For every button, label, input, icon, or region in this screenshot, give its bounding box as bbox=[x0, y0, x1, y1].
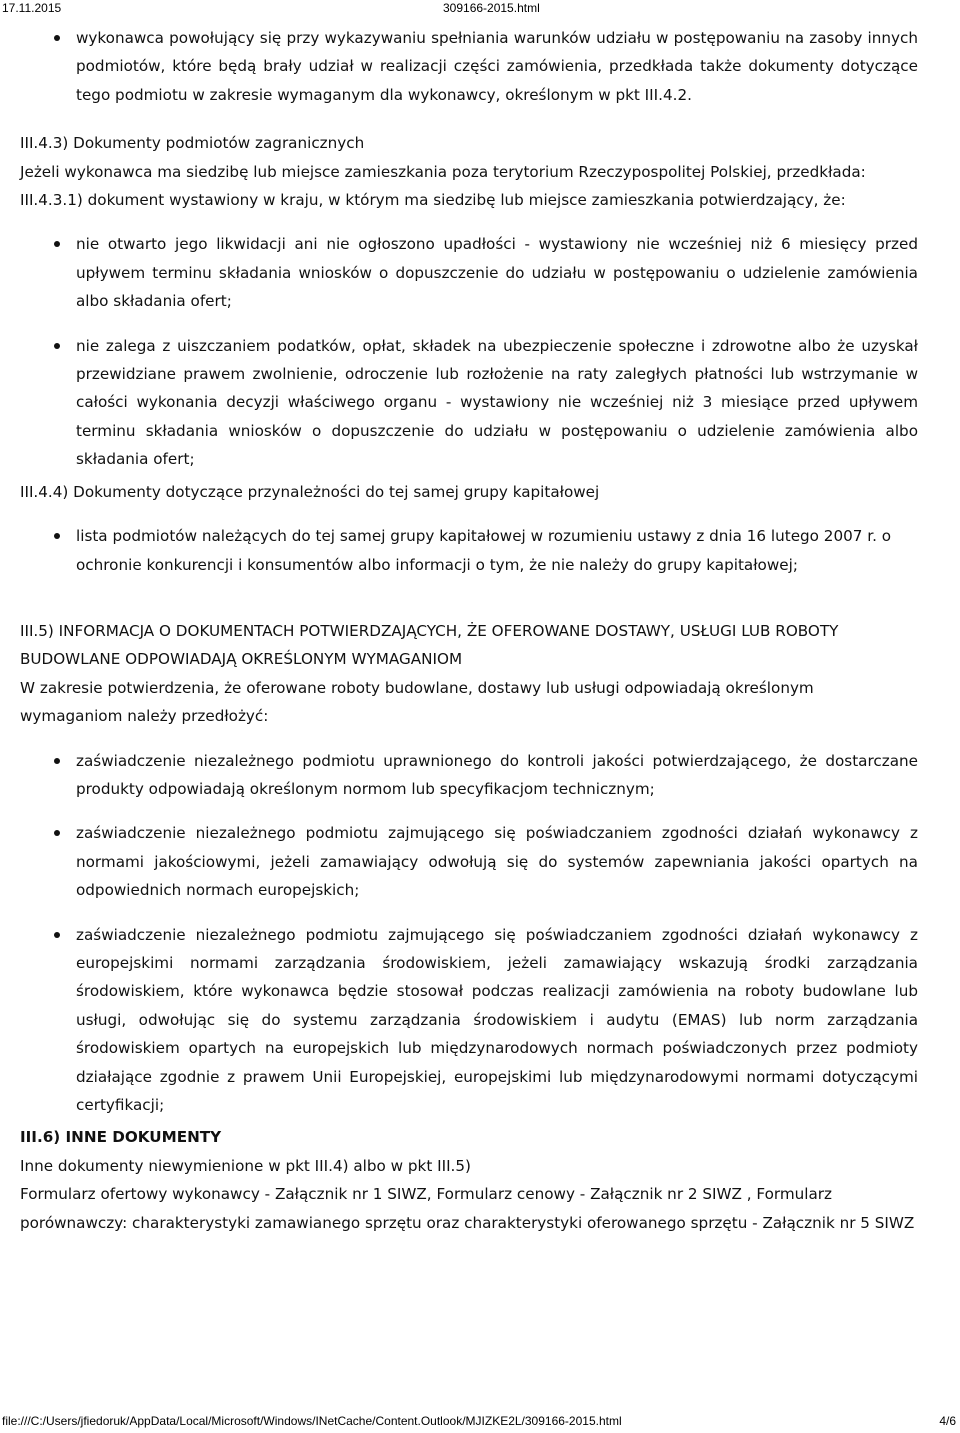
section-line: Formularz ofertowy wykonawcy - Załącznik nr 1 SIWZ, Formularz cenowy - Załącznik nr 2 SIWZ , Formularz porównawczy: charakterystyki zamawianego sprzętu oraz charakterystyki oferowanego sprzętu - Załącznik nr 5 SIWZ bbox=[20, 1185, 915, 1232]
print-title: 309166-2015.html bbox=[443, 1, 540, 15]
section-heading-3-6: III.6) INNE DOKUMENTY bbox=[20, 1128, 222, 1147]
list-item: nie zalega z uiszczaniem podatków, opłat, składek na ubezpieczenie społeczne i zdrowotne albo że uzyskał przewidziane prawem zwolnienie, odroczenie lub rozłożenie na raty zaległych płatności lub wstrzymanie w całości wykonania decyzji właściwego organu - wystawiony nie wcześniej niż 3 miesiące przed upływem terminu składania wniosków o dopuszczenie do udziału w postępowaniu o udzielenie zamówienia albo składania ofert; bbox=[20, 332, 918, 474]
conformity-documents-list bbox=[20, 747, 918, 1120]
print-header bbox=[0, 0, 960, 16]
file-path: file:///C:/Users/jfiedoruk/AppData/Local/Microsoft/Windows/INetCache/Content.Outlook/MJIZKE2L/309166-2015.html bbox=[2, 1414, 622, 1428]
print-date: 17.11.2015 bbox=[2, 1, 62, 15]
document-body bbox=[20, 24, 918, 1237]
list-item: zaświadczenie niezależnego podmiotu uprawnionego do kontroli jakości potwierdzającego, że dostarczane produkty odpowiadają określonym normom lub specyfikacjom technicznym; bbox=[20, 747, 918, 804]
list-item: lista podmiotów należących do tej samej grupy kapitałowej w rozumieniu ustawy z dnia 16 lutego 2007 r. o ochronie konkurencji i konsumentów albo informacji o tym, że nie należy do grupy kapitałowej; bbox=[20, 522, 918, 579]
list-item: nie otwarto jego likwidacji ani nie ogłoszono upadłości - wystawiony nie wcześniej niż 6 miesięcy przed upływem terminu składania wniosków o dopuszczenie do udziału w postępowaniu o udzielenie zamówienia albo składania ofert; bbox=[20, 230, 918, 315]
section-heading-3-4-3: III.4.3) Dokumenty podmiotów zagranicznych bbox=[20, 134, 365, 153]
print-footer bbox=[0, 1413, 960, 1429]
section-intro: W zakresie potwierdzenia, że oferowane roboty budowlane, dostawy lub usługi odpowiadają określonym wymaganiom należy przedłożyć: bbox=[20, 678, 814, 726]
list-item: wykonawca powołujący się przy wykazywaniu spełniania warunków udziału w postępowaniu na zasoby innych podmiotów, które będą brały udział w realizacji części zamówienia, przedkłada także dokumenty dotyczące tego podmiotu w zakresie wymaganym dla wykonawcy, określonym w pkt III.4.2. bbox=[20, 24, 918, 109]
capital-group-list bbox=[20, 522, 918, 579]
list-item: zaświadczenie niezależnego podmiotu zajmującego się poświadczaniem zgodności działań wykonawcy z normami jakościowymi, jeżeli zamawiający odwołują się do systemów zapewniania jakości opartych na odpowiednich normach europejskich; bbox=[20, 819, 918, 904]
subsection-heading: III.4.3.1) dokument wystawiony w kraju, w którym ma siedzibę lub miejsce zamieszkania potwierdzający, że: bbox=[20, 191, 846, 210]
top-bullet-list bbox=[20, 24, 918, 109]
section-intro: Jeżeli wykonawca ma siedzibę lub miejsce zamieszkania poza terytorium Rzeczypospolitej Polskiej, przedkłada: bbox=[20, 162, 866, 181]
section-heading-3-5: III.5) INFORMACJA O DOKUMENTACH POTWIERDZAJĄCYCH, ŻE OFEROWANE DOSTAWY, USŁUGI LUB ROBOTY BUDOWLANE ODPOWIADAJĄ OKREŚLONYM WYMAGANIOM bbox=[20, 621, 839, 669]
section-heading-3-4-4: III.4.4) Dokumenty dotyczące przynależności do tej samej grupy kapitałowej bbox=[20, 482, 600, 501]
section-line: Inne dokumenty niewymienione w pkt III.4) albo w pkt III.5) bbox=[20, 1156, 471, 1175]
foreign-documents-list bbox=[20, 230, 918, 473]
list-item: zaświadczenie niezależnego podmiotu zajmującego się poświadczaniem zgodności działań wykonawcy z europejskimi normami zarządzania środowiskiem, jeżeli zamawiający wskazują środki zarządzania środowiskiem, które wykonawca będzie stosował podczas realizacji zamówienia na roboty budowlane lub usługi, odwołując się do systemu zarządzania środowiskiem i audytu (EMAS) lub norm zarządzania środowiskiem opartych na europejskich lub międzynarodowych normach poświadczonych przez podmioty działające zgodnie z prawem Unii Europejskiej, europejskimi lub międzynarodowymi normami dotyczącymi certyfikacji; bbox=[20, 921, 918, 1120]
page-number: 4/6 bbox=[939, 1414, 956, 1428]
